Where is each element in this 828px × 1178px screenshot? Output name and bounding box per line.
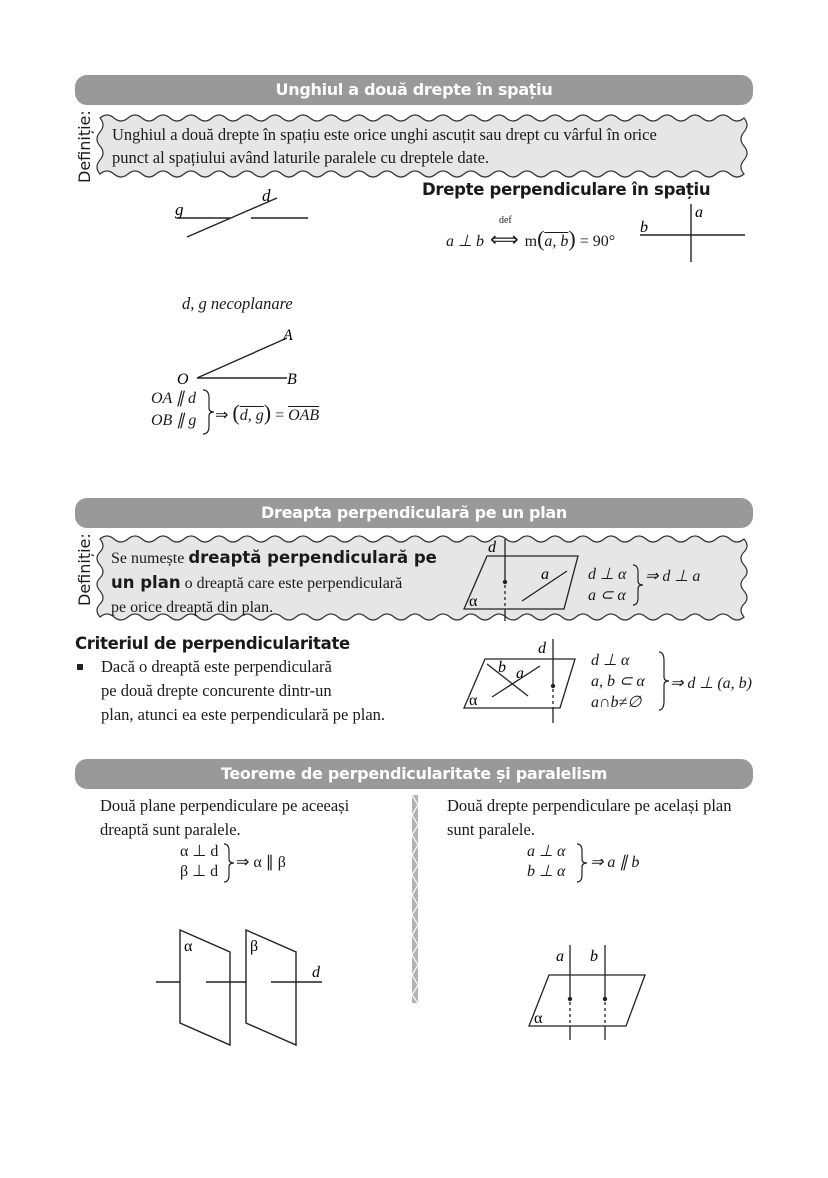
relation-perp-plane-result: ⇒ d ⊥ a	[645, 568, 701, 585]
svg-text:α: α	[534, 1010, 543, 1027]
perpendicular-lines-figure	[635, 200, 750, 265]
subtitle-criterion: Criteriul de perpendicularitate	[75, 634, 350, 653]
svg-text:A: A	[283, 327, 293, 344]
relation-parallel: OA ∥ d OB ∥ g	[151, 390, 197, 429]
definition-text-2: Se numește dreaptă perpendiculară pe un plan o dreaptă care este perpendiculară pe orice dreaptă din plan.	[111, 548, 437, 616]
definition-label: Definiție:	[75, 110, 94, 183]
definition-label: Definiție:	[75, 533, 94, 606]
criterion-result: ⇒ d ⊥ (a, b)	[670, 675, 752, 692]
brace-icon	[657, 650, 671, 714]
svg-text:g: g	[175, 200, 184, 219]
criterion-relation: d ⊥ α a, b ⊂ α a∩b≠∅	[591, 652, 645, 711]
brace-icon	[200, 388, 216, 436]
criterion-figure	[460, 637, 588, 725]
svg-text:b: b	[640, 219, 648, 236]
skew-lines-figure	[165, 185, 315, 245]
section-header-theorems: Teoreme de perpendicularitate și paralelism	[75, 759, 753, 789]
theorem-planes-relation: α ⊥ d β ⊥ d	[180, 843, 219, 880]
parallel-lines-figure	[525, 940, 650, 1045]
line-perp-plane-figure	[460, 537, 585, 622]
bullet-icon	[77, 664, 83, 670]
column-divider	[408, 795, 422, 1003]
svg-text:a: a	[556, 948, 564, 965]
parallel-planes-figure	[150, 925, 330, 1050]
svg-text:b: b	[590, 948, 598, 965]
theorem-lines-result: ⇒ a ∥ b	[590, 854, 640, 871]
svg-text:a: a	[516, 665, 524, 682]
svg-text:α: α	[469, 692, 478, 709]
svg-text:b: b	[498, 659, 506, 676]
caption-necoplanare: d, g necoplanare	[182, 294, 293, 313]
svg-text:d: d	[488, 539, 496, 556]
theorem-lines-relation: a ⊥ α b ⊥ α	[527, 843, 566, 880]
brace-icon	[575, 842, 589, 884]
brace-icon	[222, 842, 236, 884]
svg-text:a: a	[541, 566, 549, 583]
svg-text:d: d	[262, 186, 271, 205]
svg-text:O: O	[177, 371, 189, 388]
brace-icon	[631, 563, 645, 607]
section-header-angle-lines: Unghiul a două drepte în spațiu	[75, 75, 753, 105]
relation-perp-plane: d ⊥ α a ⊂ α	[588, 566, 627, 604]
svg-text:α: α	[184, 938, 193, 955]
angle-result: ⇒ (d, $g) = \overline{OAB}$	[215, 400, 320, 425]
theorem-lines-text: Două drepte perpendiculare pe același plan sunt paralele.	[447, 796, 732, 839]
svg-text:a: a	[695, 204, 703, 221]
theorem-planes-text: Două plane perpendiculare pe aceeași dreaptă sunt paralele.	[100, 796, 350, 839]
angle-oab-figure	[175, 325, 305, 390]
svg-text:d: d	[538, 640, 546, 657]
svg-text:d: d	[312, 964, 320, 981]
svg-text:β: β	[250, 938, 259, 955]
perp-definition-formula: a ⊥ b def ⟺ m(a, b) = 90°	[446, 215, 616, 251]
section-header-perpendicular-plane: Dreapta perpendiculară pe un plan	[75, 498, 753, 528]
theorem-planes-result: ⇒ α ∥ β	[236, 854, 286, 871]
criterion-text: Dacă o dreaptă este perpendiculară pe două drepte concurente dintr-un plan, atunci ea este perpendiculară pe plan.	[101, 657, 386, 724]
svg-text:B: B	[287, 371, 297, 388]
svg-text:α: α	[469, 593, 478, 610]
subtitle-perpendicular-lines: Drepte perpendiculare în spațiu	[422, 180, 711, 199]
definition-text-1: Unghiul a două drepte în spațiu este orice unghi ascuțit sau drept cu vârful în orice punct al spațiului având laturile paralele cu dreptele date.	[112, 125, 657, 167]
